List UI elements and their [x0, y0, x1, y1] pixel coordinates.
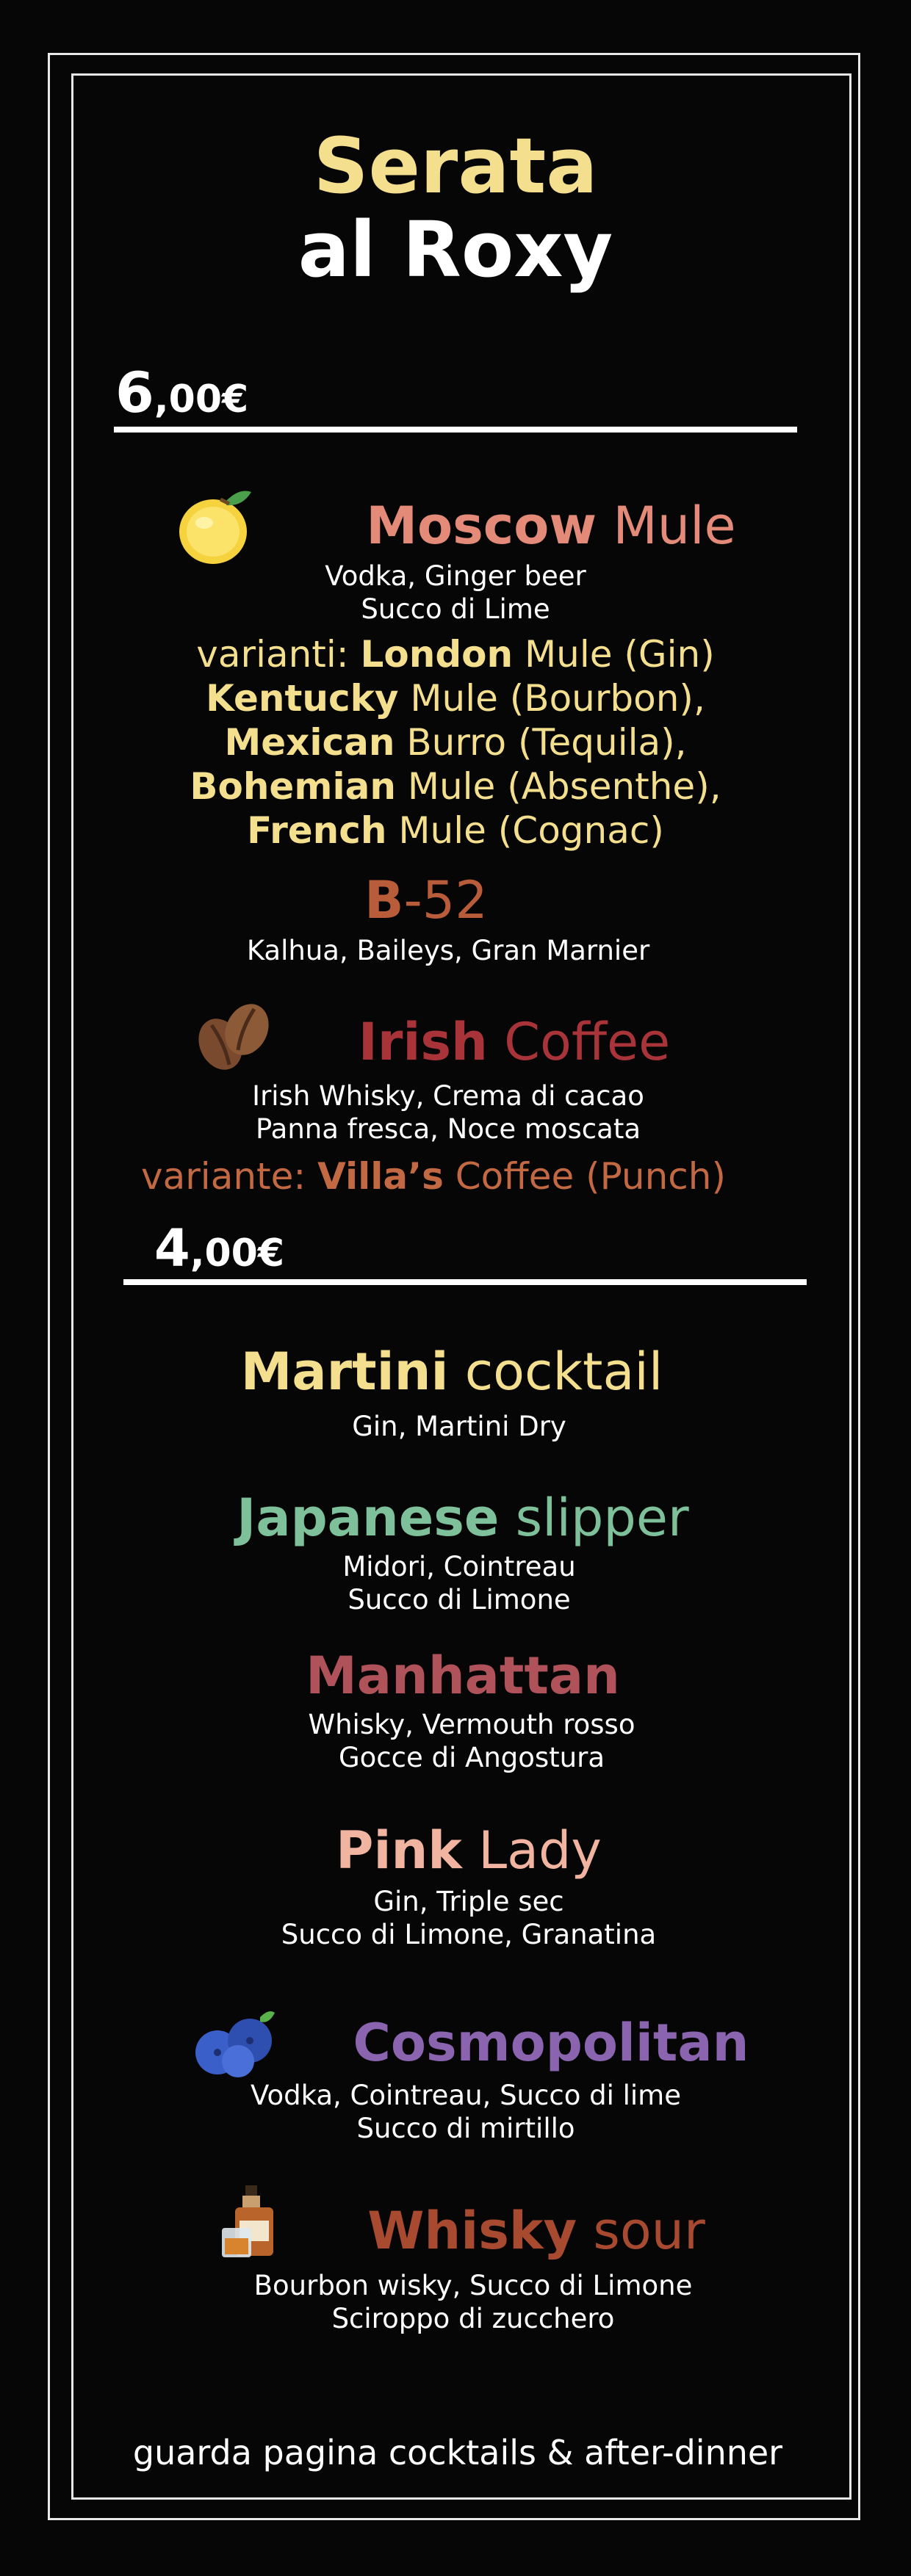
cocktail-name-rest: -52 — [403, 870, 488, 930]
variant-line-3 — [0, 720, 911, 765]
ingredients-line-1: Vodka, Cointreau, Succo di lime — [251, 2080, 681, 2111]
variant-bold: Kentucky — [206, 677, 399, 720]
cocktail-name-rest: Mule — [597, 496, 736, 556]
ingredients-line-1: Bourbon wisky, Succo di Limone — [253, 2270, 693, 2301]
ingredients-line-1: Whisky, Vermouth rosso — [308, 1709, 635, 1740]
cocktail-name-bold: B — [364, 870, 404, 930]
ingredients-line-1: Vodka, Ginger beer — [325, 560, 586, 592]
cocktail-name-rest: Coffee — [487, 1012, 671, 1072]
variant-line-5 — [0, 808, 911, 853]
ingredients-line-2: Succo di Limone, Granatina — [281, 1919, 657, 1950]
cocktail-name-bold: Pink — [336, 1820, 462, 1881]
cocktail-name-bold: Moscow — [366, 496, 597, 556]
cocktail-b52 — [0, 869, 882, 931]
cocktail-japanese-slipper — [7, 1487, 911, 1549]
variant-bold: London — [360, 633, 514, 676]
variant-prefix: varianti: — [196, 633, 361, 676]
price-whole: 4 — [154, 1218, 190, 1278]
ingredients-line-2: Sciroppo di zucchero — [331, 2303, 615, 2334]
price-cents: ,00€ — [154, 377, 249, 422]
variant-rest: Mule (Bourbon), — [398, 677, 705, 720]
section-divider — [114, 427, 797, 433]
price-6-euro — [115, 360, 248, 433]
variant-rest: Mule (Cognac) — [386, 809, 664, 852]
price-whole: 6 — [115, 360, 154, 425]
variant-bold: Bohemian — [190, 765, 396, 808]
variant-line — [0, 1154, 889, 1199]
variant-line-1 — [0, 632, 911, 677]
ingredients-line-2: Succo di Limone — [348, 1584, 571, 1616]
cocktail-name-bold: Martini — [240, 1342, 449, 1402]
ingredients-line-2: Succo di Lime — [361, 593, 550, 625]
cocktail-name-bold: Whisky — [367, 2201, 577, 2261]
cocktail-name-bold: Manhattan — [306, 1646, 620, 1706]
footer-note: guarda pagina cocktails & after-dinner — [132, 2433, 783, 2472]
cocktail-irish-coffee — [59, 1011, 911, 1073]
cocktail-name-bold: Cosmopolitan — [353, 2013, 749, 2073]
cocktail-manhattan — [7, 1645, 911, 1707]
ingredients-line-2: Succo di mirtillo — [356, 2113, 575, 2144]
cocktail-moscow-mule — [96, 495, 911, 557]
cocktail-name-bold: Irish — [358, 1012, 488, 1072]
cocktail-martini — [0, 1341, 907, 1403]
cocktail-cosmopolitan — [96, 2012, 911, 2074]
price-cents: ,00€ — [190, 1231, 285, 1276]
cocktail-pink-lady — [13, 1820, 911, 1881]
ingredients-line-2: Gocce di Angostura — [338, 1742, 605, 1773]
section-divider — [123, 1279, 807, 1285]
variant-rest: Mule (Absenthe), — [395, 765, 721, 808]
variant-bold: Villa’s — [317, 1155, 444, 1198]
ingredients-line-1: Midori, Cointreau — [342, 1551, 576, 1582]
cocktail-name-rest: Lady — [461, 1820, 602, 1881]
price-4-euro — [154, 1218, 284, 1284]
ingredients-line-1: Irish Whisky, Crema di cacao — [252, 1080, 644, 1112]
title-line-2: al Roxy — [298, 205, 613, 294]
variant-bold: French — [247, 809, 387, 852]
variant-prefix: variante: — [141, 1155, 318, 1198]
cocktail-name-bold: Japanese — [237, 1488, 500, 1548]
cocktail-whisky-sour — [81, 2200, 911, 2262]
cocktail-name-rest: sour — [577, 2201, 705, 2261]
variant-line-4 — [0, 764, 911, 809]
variant-rest: Burro (Tequila), — [395, 721, 687, 764]
title-line-1: Serata — [313, 121, 598, 211]
variant-rest: Coffee (Punch) — [443, 1155, 726, 1198]
variant-line-2 — [0, 676, 911, 721]
cocktail-name-rest: slipper — [499, 1488, 689, 1548]
ingredients-line-1: Gin, Martini Dry — [352, 1411, 566, 1442]
ingredients-line-2: Panna fresca, Noce moscata — [256, 1113, 641, 1145]
ingredients-line-1: Gin, Triple sec — [373, 1886, 564, 1917]
cocktail-name-rest: cocktail — [448, 1342, 663, 1402]
ingredients-line-1: Kalhua, Baileys, Gran Marnier — [246, 935, 650, 966]
variant-bold: Mexican — [224, 721, 395, 764]
variant-rest: Mule (Gin) — [513, 633, 715, 676]
